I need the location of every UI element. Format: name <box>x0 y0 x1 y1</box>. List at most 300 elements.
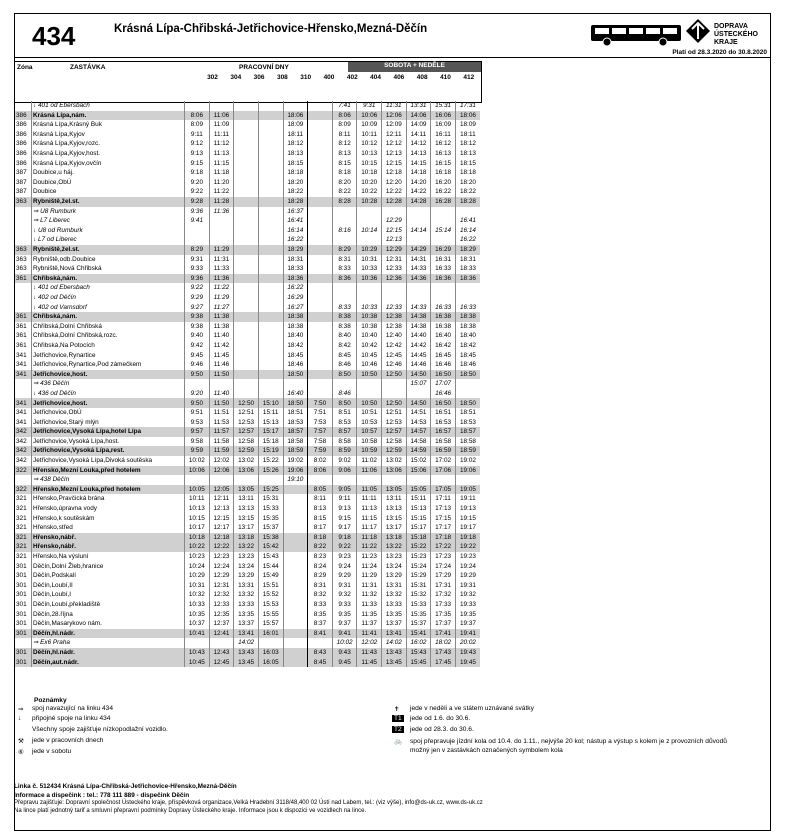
time-cell: 11:13 <box>209 149 234 159</box>
time-cell: 15:26 <box>258 466 283 476</box>
time-cell: 11:29 <box>209 293 234 303</box>
time-cell: 18:53 <box>283 418 308 428</box>
note-8: jede od 28.3. do 30.6. <box>410 726 474 733</box>
time-cell <box>234 207 259 217</box>
time-cell: 18:12 <box>455 139 480 149</box>
time-cell: 11:38 <box>209 312 234 322</box>
time-cell: 19:45 <box>455 657 480 667</box>
time-cell <box>308 312 333 322</box>
time-cell: 8:20 <box>332 178 357 188</box>
time-cell: 8:06 <box>332 111 357 121</box>
trip-number: 408 <box>416 74 428 81</box>
time-cell: 15:41 <box>406 629 431 639</box>
zone-cell: 301 <box>15 590 32 600</box>
time-cell: 12:05 <box>209 485 234 495</box>
time-cell: 11:53 <box>209 418 234 428</box>
time-cell: 15:37 <box>406 619 431 629</box>
time-cell: 10:06 <box>357 111 382 121</box>
time-cell: 9:23 <box>332 552 357 562</box>
time-cell: 12:06 <box>209 466 234 476</box>
time-cell: 12:50 <box>234 398 259 408</box>
time-cell <box>234 159 259 169</box>
time-cell <box>234 312 259 322</box>
table-row <box>15 437 481 447</box>
stop-name: ↓ 436 od Děčín <box>32 389 185 399</box>
time-cell: 17:32 <box>431 590 456 600</box>
time-cell: 12:38 <box>382 312 407 322</box>
stop-name: Hřensko,úpravna vody <box>32 504 185 514</box>
time-cell: 8:06 <box>308 466 333 476</box>
time-cell: 12:40 <box>382 331 407 341</box>
time-cell: 15:53 <box>258 600 283 610</box>
time-cell: 11:57 <box>209 427 234 437</box>
time-cell: 17:35 <box>431 609 456 619</box>
time-cell: 15:02 <box>406 456 431 466</box>
time-cell: 8:18 <box>332 168 357 178</box>
time-cell <box>258 216 283 226</box>
time-cell: 9:05 <box>332 485 357 495</box>
table-row <box>15 494 481 504</box>
time-cell: 10:14 <box>357 226 382 236</box>
time-cell: 16:13 <box>431 149 456 159</box>
time-cell <box>357 207 382 217</box>
time-cell: 10:42 <box>357 341 382 351</box>
time-cell: 16:45 <box>431 350 456 360</box>
table-row <box>15 379 481 389</box>
time-cell <box>308 638 333 648</box>
time-cell <box>283 485 308 495</box>
time-cell: 9:36 <box>185 274 210 284</box>
time-cell: 12:23 <box>209 552 234 562</box>
time-cell: 10:18 <box>357 168 382 178</box>
time-cell: 8:23 <box>308 552 333 562</box>
time-cell: 12:59 <box>234 446 259 456</box>
time-cell: 16:42 <box>431 341 456 351</box>
time-cell: 15:52 <box>258 590 283 600</box>
time-cell: 8:02 <box>308 456 333 466</box>
time-cell: 13:18 <box>382 533 407 543</box>
time-cell: 18:59 <box>455 446 480 456</box>
time-cell: 11:13 <box>357 504 382 514</box>
stop-name: Jetřichovice,Vysoká Lípa,Divoká soutěska <box>32 456 185 466</box>
time-cell <box>431 283 456 293</box>
time-cell: 9:11 <box>332 494 357 504</box>
zone-cell: 301 <box>15 581 32 591</box>
time-cell <box>234 216 259 226</box>
time-cell <box>234 322 259 332</box>
time-cell: 19:33 <box>455 600 480 610</box>
time-cell: 9:43 <box>332 648 357 658</box>
time-cell: 9:33 <box>185 264 210 274</box>
time-cell <box>455 379 480 389</box>
time-cell: 17:23 <box>431 552 456 562</box>
time-cell: 11:35 <box>357 609 382 619</box>
time-cell: 10:36 <box>357 274 382 284</box>
time-cell: 12:15 <box>382 226 407 236</box>
time-cell: 15:29 <box>406 571 431 581</box>
table-row <box>15 456 481 466</box>
time-cell <box>234 178 259 188</box>
time-cell: 10:45 <box>357 350 382 360</box>
time-cell: 11:11 <box>209 130 234 140</box>
table-row <box>15 466 481 476</box>
trip-number: 304 <box>230 74 242 81</box>
time-cell: 13:22 <box>234 542 259 552</box>
time-cell <box>283 571 308 581</box>
time-cell: 11:12 <box>209 139 234 149</box>
time-cell <box>406 293 431 303</box>
table-row <box>15 245 481 255</box>
stop-name: Hřensko,Na výsluní <box>32 552 185 562</box>
time-cell <box>308 274 333 284</box>
table-row <box>15 101 481 111</box>
table-row <box>15 178 481 188</box>
time-cell: 13:29 <box>382 571 407 581</box>
time-cell: 10:12 <box>357 139 382 149</box>
table-row <box>15 235 481 245</box>
time-cell <box>185 638 210 648</box>
time-cell: 20:02 <box>455 638 480 648</box>
time-cell: 18:40 <box>455 331 480 341</box>
time-cell: 14:12 <box>406 139 431 149</box>
time-cell <box>431 235 456 245</box>
time-cell: 19:06 <box>455 466 480 476</box>
stop-name: Děčín,Masarykovo nám. <box>32 619 185 629</box>
time-cell: 16:22 <box>431 187 456 197</box>
time-cell: 16:46 <box>431 360 456 370</box>
time-cell: 18:18 <box>455 168 480 178</box>
stop-name: ↓ 402 od Varnsdorf <box>32 302 185 312</box>
time-cell: 12:33 <box>209 600 234 610</box>
time-cell: 13:24 <box>234 562 259 572</box>
zone-cell: 363 <box>15 255 32 265</box>
time-cell: 14:13 <box>406 149 431 159</box>
stop-name: Děčín,28.října <box>32 609 185 619</box>
time-cell: 16:40 <box>283 389 308 399</box>
time-cell: 10:13 <box>185 504 210 514</box>
zone-cell: 322 <box>15 485 32 495</box>
weekend-header: SOBOTA + NEDĚLE <box>348 62 481 72</box>
time-cell: 10:38 <box>357 312 382 322</box>
time-cell <box>406 283 431 293</box>
trip-number: 410 <box>440 74 451 81</box>
time-cell: 13:18 <box>234 533 259 543</box>
time-cell: 15:43 <box>258 552 283 562</box>
time-cell: 9:15 <box>185 159 210 169</box>
trip-number: 406 <box>393 74 405 81</box>
time-cell: 15:10 <box>258 398 283 408</box>
zone-cell: 301 <box>15 571 32 581</box>
stop-name: Hřensko,Mezní Louka,před hotelem <box>32 466 185 476</box>
time-cell: 12:41 <box>209 629 234 639</box>
time-cell <box>308 322 333 332</box>
time-cell: 8:46 <box>332 389 357 399</box>
time-cell: 17:31 <box>455 101 480 111</box>
time-cell: 13:37 <box>382 619 407 629</box>
table-row <box>15 504 481 514</box>
time-cell: 10:33 <box>357 302 382 312</box>
time-cell: 13:06 <box>234 466 259 476</box>
time-cell: 16:20 <box>431 178 456 188</box>
time-cell: 12:46 <box>382 360 407 370</box>
time-cell <box>258 139 283 149</box>
time-cell: 8:50 <box>332 398 357 408</box>
table-row <box>15 408 481 418</box>
time-cell <box>234 331 259 341</box>
time-cell: 8:36 <box>332 274 357 284</box>
time-cell: 18:09 <box>283 120 308 130</box>
time-cell: 10:53 <box>357 418 382 428</box>
time-cell: 8:50 <box>332 370 357 380</box>
note-2: připojné spoje na linku 434 <box>32 715 111 722</box>
time-cell <box>332 379 357 389</box>
time-cell: 12:20 <box>382 178 407 188</box>
zone-cell: 321 <box>15 523 32 533</box>
time-cell: 13:41 <box>234 629 259 639</box>
time-cell: 16:41 <box>455 216 480 226</box>
time-cell: 16:29 <box>431 245 456 255</box>
time-cell: 14:15 <box>406 159 431 169</box>
stop-name: ⇒ 438 Děčín <box>32 475 185 485</box>
time-cell <box>258 149 283 159</box>
time-cell: 18:29 <box>283 245 308 255</box>
time-cell: 13:13 <box>382 504 407 514</box>
time-cell: 19:24 <box>455 562 480 572</box>
time-cell: 12:43 <box>209 648 234 658</box>
zone-cell: 301 <box>15 629 32 639</box>
time-cell <box>283 523 308 533</box>
time-cell: 11:59 <box>209 446 234 456</box>
stop-name: Rybniště,odb.Doubice <box>32 255 185 265</box>
time-cell: 13:22 <box>382 542 407 552</box>
zone-cell: 387 <box>15 187 32 197</box>
time-cell: 9:45 <box>332 657 357 667</box>
time-cell: 19:29 <box>455 571 480 581</box>
zone-cell <box>15 216 32 226</box>
time-cell <box>283 619 308 629</box>
time-cell <box>455 389 480 399</box>
time-cell <box>234 187 259 197</box>
table-row <box>15 139 481 149</box>
workdays-header: PRACOVNÍ DNY <box>239 64 289 71</box>
time-cell <box>234 370 259 380</box>
time-cell: 15:35 <box>258 514 283 524</box>
table-row <box>15 111 481 121</box>
time-cell <box>357 475 382 485</box>
time-cell: 18:06 <box>283 111 308 121</box>
time-cell <box>234 245 259 255</box>
time-cell: 12:57 <box>382 427 407 437</box>
time-cell: 17:22 <box>431 542 456 552</box>
time-cell: 15:31 <box>406 581 431 591</box>
time-cell <box>283 648 308 658</box>
time-cell: 10:22 <box>185 542 210 552</box>
table-row <box>15 629 481 639</box>
zone-cell: 341 <box>15 360 32 370</box>
time-cell: 15:49 <box>258 571 283 581</box>
time-cell: 11:20 <box>209 178 234 188</box>
time-cell: 15:33 <box>406 600 431 610</box>
time-cell: 10:17 <box>185 523 210 533</box>
time-cell: 12:15 <box>382 159 407 169</box>
time-cell: 15:11 <box>258 408 283 418</box>
time-cell: 11:29 <box>357 571 382 581</box>
time-cell <box>308 187 333 197</box>
stop-name: Chřibská,Dolní Chřibská <box>32 322 185 332</box>
trip-number: 402 <box>346 74 358 81</box>
stop-name: Hřensko,Pravčická brána <box>32 494 185 504</box>
time-cell: 11:27 <box>209 302 234 312</box>
time-cell: 17:15 <box>431 514 456 524</box>
time-cell: 12:12 <box>382 139 407 149</box>
time-cell: 9:41 <box>332 629 357 639</box>
time-cell: 8:37 <box>308 619 333 629</box>
stop-header: ZASTÁVKA <box>70 64 106 71</box>
time-cell: 9:58 <box>185 437 210 447</box>
stop-name: Jetřichovice,Starý mlýn <box>32 418 185 428</box>
time-cell <box>185 226 210 236</box>
time-cell: 9:50 <box>185 398 210 408</box>
time-cell <box>234 389 259 399</box>
time-cell: 19:43 <box>455 648 480 658</box>
time-cell: 11:31 <box>209 255 234 265</box>
time-cell: 11:31 <box>357 581 382 591</box>
stop-name: Rybniště,žel.st. <box>32 245 185 255</box>
time-cell: 15:43 <box>406 648 431 658</box>
time-cell: 17:07 <box>431 379 456 389</box>
time-cell: 18:18 <box>283 168 308 178</box>
time-cell: 12:18 <box>209 533 234 543</box>
time-cell: 11:09 <box>209 120 234 130</box>
time-cell: 18:38 <box>283 312 308 322</box>
time-cell: 10:45 <box>185 657 210 667</box>
zone-cell: 387 <box>15 168 32 178</box>
time-cell: 10:29 <box>357 245 382 255</box>
time-cell: 8:45 <box>332 350 357 360</box>
time-cell: 11:41 <box>357 629 382 639</box>
time-cell: 14:40 <box>406 331 431 341</box>
time-cell: 9:20 <box>185 389 210 399</box>
time-cell: 16:09 <box>431 120 456 130</box>
time-cell: 12:13 <box>382 235 407 245</box>
time-cell <box>431 293 456 303</box>
time-cell <box>258 187 283 197</box>
time-cell: 8:29 <box>185 245 210 255</box>
stop-name: ↓ 401 od Ebersbach <box>32 101 185 111</box>
time-cell: 11:22 <box>209 283 234 293</box>
time-cell <box>308 149 333 159</box>
time-cell: 11:38 <box>209 322 234 332</box>
stop-name: Krásná Lípa,Kyjov <box>32 130 185 140</box>
zone-cell: 342 <box>15 437 32 447</box>
time-cell: 9:41 <box>185 216 210 226</box>
time-cell: 15:14 <box>431 226 456 236</box>
stop-name: Doubice <box>32 187 185 197</box>
zone-cell: 301 <box>15 609 32 619</box>
table-row <box>15 638 481 648</box>
stop-name: Chřibská,nám. <box>32 274 185 284</box>
time-cell: 14:02 <box>234 638 259 648</box>
time-cell: 15:18 <box>258 437 283 447</box>
time-cell: 10:05 <box>185 485 210 495</box>
time-cell: 8:32 <box>308 590 333 600</box>
trip-number: 400 <box>323 74 335 81</box>
table-row <box>15 187 481 197</box>
time-cell: 14:53 <box>406 418 431 428</box>
time-cell: 18:12 <box>283 139 308 149</box>
time-cell <box>308 283 333 293</box>
time-cell: 10:40 <box>357 331 382 341</box>
stop-name: Děčín,Dolní Žleb,hranice <box>32 562 185 572</box>
time-cell <box>234 235 259 245</box>
time-cell: 13:43 <box>382 648 407 658</box>
time-cell: 19:18 <box>455 533 480 543</box>
time-cell <box>209 216 234 226</box>
time-cell <box>308 130 333 140</box>
time-cell: 8:46 <box>332 360 357 370</box>
time-cell: 11:50 <box>209 370 234 380</box>
time-cell <box>258 293 283 303</box>
table-row <box>15 341 481 351</box>
time-cell: 15:05 <box>406 485 431 495</box>
time-cell: 12:57 <box>234 427 259 437</box>
table-row <box>15 571 481 581</box>
time-cell: 9:22 <box>185 187 210 197</box>
time-cell: 12:42 <box>382 341 407 351</box>
time-cell: 12:50 <box>382 370 407 380</box>
time-cell: 12:51 <box>234 408 259 418</box>
timetable <box>14 101 480 667</box>
table-row <box>15 360 481 370</box>
time-cell: 14:50 <box>406 398 431 408</box>
time-cell: 8:11 <box>308 494 333 504</box>
table-row <box>15 514 481 524</box>
time-cell: 11:02 <box>357 456 382 466</box>
time-cell <box>185 379 210 389</box>
time-cell <box>258 197 283 207</box>
stop-name: Krásná Lípa,nám. <box>32 111 185 121</box>
time-cell: 7:41 <box>332 101 357 111</box>
zone-cell: 321 <box>15 533 32 543</box>
table-row <box>15 581 481 591</box>
time-cell: 12:22 <box>209 542 234 552</box>
time-cell: 18:31 <box>283 255 308 265</box>
time-cell: 15:22 <box>406 542 431 552</box>
zone-cell: 387 <box>15 178 32 188</box>
header <box>14 13 771 58</box>
time-cell: 13:31 <box>382 581 407 591</box>
time-cell: 11:31 <box>382 101 407 111</box>
time-cell <box>234 130 259 140</box>
zone-cell: 361 <box>15 274 32 284</box>
time-cell: 9:28 <box>185 197 210 207</box>
time-cell: 9:59 <box>185 446 210 456</box>
time-cell: 12:13 <box>382 149 407 159</box>
time-cell: 9:06 <box>332 466 357 476</box>
time-cell: 11:36 <box>209 207 234 217</box>
time-cell: 14:58 <box>406 437 431 447</box>
time-cell <box>283 552 308 562</box>
time-cell <box>209 638 234 648</box>
table-row <box>15 427 481 437</box>
time-cell: 15:57 <box>258 619 283 629</box>
time-cell: 12:38 <box>382 322 407 332</box>
time-cell: 19:35 <box>455 609 480 619</box>
note-arrow-icon: ⇒ <box>18 706 24 713</box>
table-row <box>15 552 481 562</box>
time-cell: 15:25 <box>258 485 283 495</box>
time-cell: 11:42 <box>209 341 234 351</box>
